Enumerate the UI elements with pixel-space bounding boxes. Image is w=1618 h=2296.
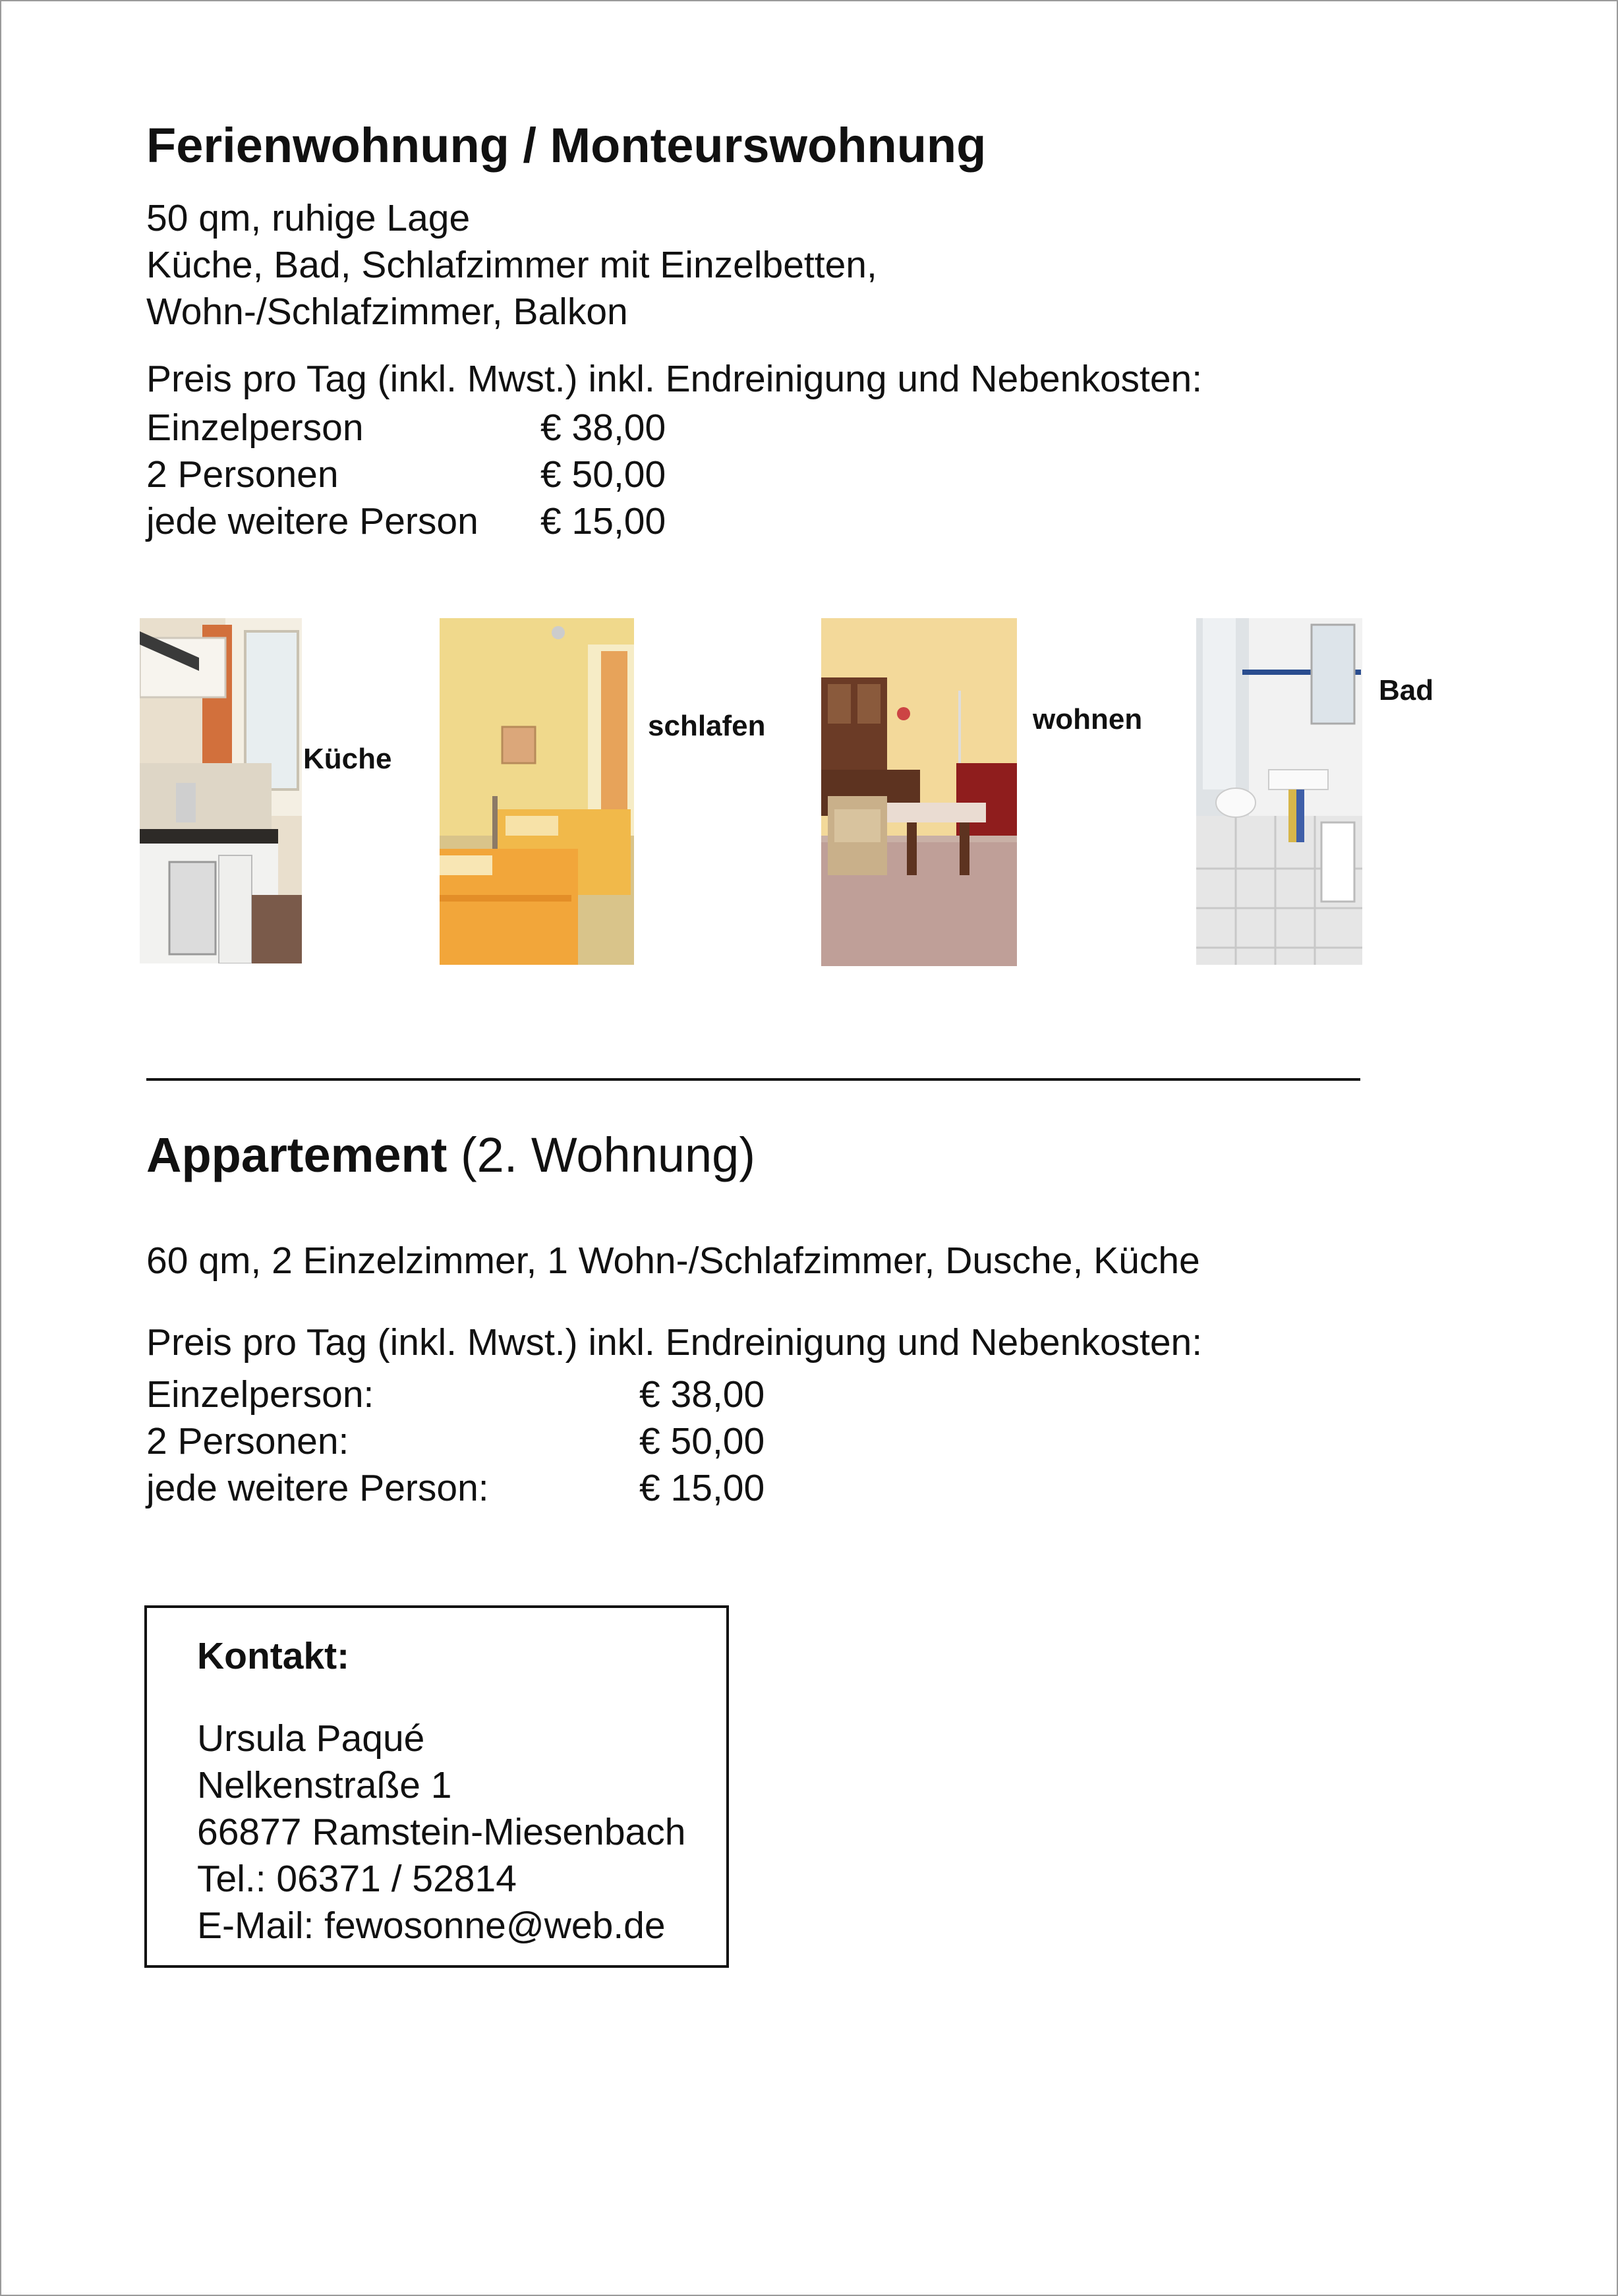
- contact-phone: Tel.: 06371 / 52814: [197, 1858, 517, 1900]
- price-value: € 50,00: [540, 453, 666, 496]
- section-divider: [146, 1078, 1360, 1081]
- contact-details: [197, 1715, 685, 1949]
- section2-price-intro: Preis pro Tag (inkl. Mwst.) inkl. Endreinigung und Nebenkosten:: [146, 1321, 1203, 1363]
- contact-box: [144, 1605, 729, 1968]
- living-room-label: wohnen: [1033, 703, 1143, 735]
- price-label: 2 Personen: [146, 453, 339, 496]
- price-label: jede weitere Person: [146, 500, 478, 542]
- section1-price-intro: Preis pro Tag (inkl. Mwst.) inkl. Endreinigung und Nebenkosten:: [146, 358, 1203, 400]
- living-room-photo: [821, 618, 1017, 966]
- contact-street: Nelkenstraße 1: [197, 1764, 452, 1806]
- price-value: € 15,00: [639, 1467, 765, 1509]
- contact-email[interactable]: E-Mail: fewosonne@web.de: [197, 1905, 666, 1947]
- price-value: € 50,00: [639, 1420, 765, 1462]
- price-label: Einzelperson:: [146, 1373, 374, 1416]
- contact-heading: Kontakt:: [197, 1635, 350, 1677]
- section2-title-bold: Appartement: [146, 1128, 448, 1182]
- section2-title: [146, 1127, 755, 1183]
- price-label: 2 Personen:: [146, 1420, 349, 1462]
- kitchen-photo: [140, 618, 302, 963]
- section2-title-rest: (2. Wohnung): [447, 1128, 755, 1182]
- contact-name: Ursula Paqué: [197, 1717, 425, 1760]
- price-value: € 38,00: [540, 407, 666, 449]
- price-label: Einzelperson: [146, 407, 364, 449]
- bedroom-label: schlafen: [648, 710, 766, 742]
- bathroom-photo: [1196, 618, 1362, 965]
- description-line: 50 qm, ruhige Lage: [146, 197, 471, 239]
- description-line: Wohn-/Schlafzimmer, Balkon: [146, 291, 628, 333]
- description-line: Küche, Bad, Schlafzimmer mit Einzelbetten,: [146, 244, 877, 286]
- contact-city: 66877 Ramstein-Miesenbach: [197, 1811, 686, 1853]
- section1-description: [146, 195, 877, 335]
- section2-description: 60 qm, 2 Einzelzimmer, 1 Wohn-/Schlafzimmer, Dusche, Küche: [146, 1240, 1200, 1282]
- kitchen-label: Küche: [303, 743, 392, 775]
- price-value: € 38,00: [639, 1373, 765, 1416]
- bathroom-label: Bad: [1379, 674, 1434, 706]
- price-value: € 15,00: [540, 500, 666, 542]
- price-label: jede weitere Person:: [146, 1467, 489, 1509]
- section1-title: Ferienwohnung / Monteurswohnung: [146, 118, 987, 173]
- bedroom-photo: [440, 618, 634, 965]
